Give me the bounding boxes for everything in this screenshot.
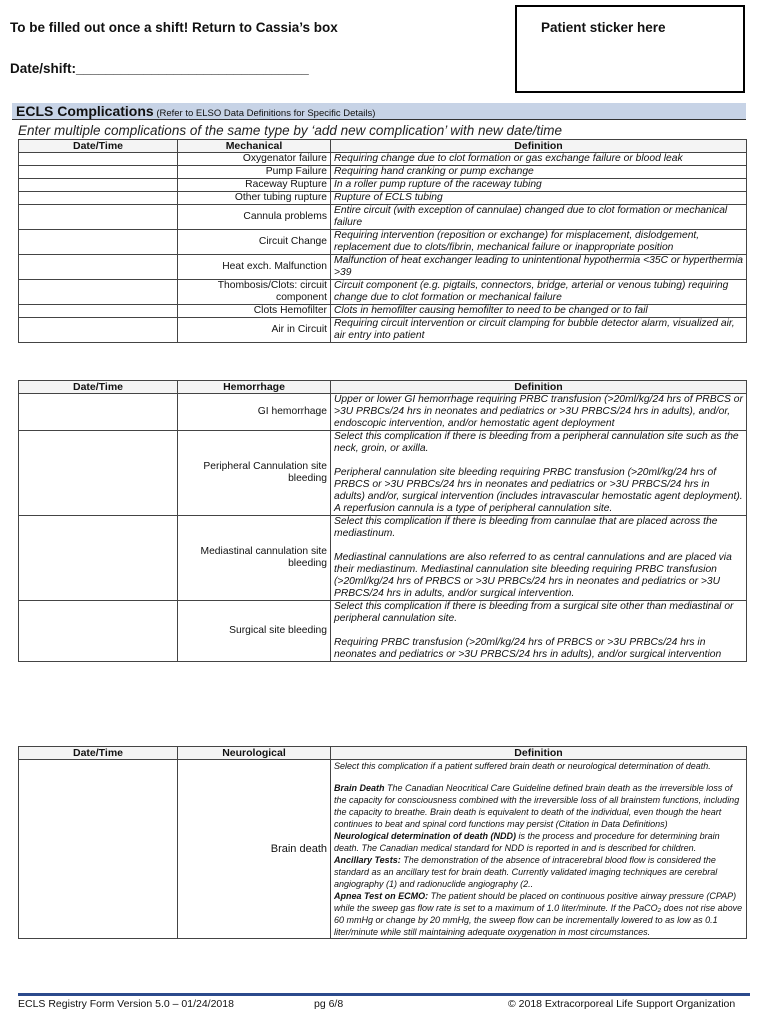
definition-paragraph (334, 854, 743, 890)
table-row (19, 394, 747, 431)
definition-paragraph (334, 830, 743, 854)
complication-type-cell[interactable]: Peripheral Cannulation site bleeding (178, 431, 331, 516)
definition-text: The patient should be placed on continuous positive airway pressure (CPAP) while the sweep gas flow rate is set to a maximum of 1.0 liter/minute. If the PaCO₂ does not rise above 60 mmHg or change by 20 mmHg, the sweep flow can be incrementally lowered to as low as 0.1 liter/minute while still maintaining adequate oxygenation in most circumstances. (334, 891, 743, 937)
definition-paragraph: Select this complication if there is bleeding from cannulae that are placed across the mediastinum. (334, 516, 718, 539)
table-row (19, 192, 747, 205)
datetime-cell[interactable] (19, 166, 178, 179)
definition-paragraph: Select this complication if there is bleeding from a surgical site other than mediastinal or peripheral cannulation site. (334, 601, 734, 624)
definition-cell (331, 516, 747, 601)
section-title: ECLS Complications (16, 103, 154, 119)
datetime-cell[interactable] (19, 192, 178, 205)
definition-paragraph: Peripheral cannulation site bleeding requiring PRBC transfusion (>20ml/kg/24 hrs of PRBCS or >3U PRBCs/24 hrs in neonates and pediatrics or >3U PRBCS/24 hrs in adults) and/or, surgical intervention (includes intravascular hemostatic agent deployment). (334, 467, 743, 502)
complication-type-cell[interactable]: Other tubing rupture (178, 192, 331, 205)
definition-paragraph: Mediastinal cannulations are also referred to as central cannulations and are placed via their mediastinum. Mediastinal cannulation site bleeding requiring PRBC transfusion (>20ml/kg/24 hrs of PRBCS or >3U PRBCs/24 hrs in neonates and pediatrics or >3U PRBCS/24 hrs in adults, and/or surgical intervention. (334, 552, 732, 599)
definition-paragraph: A reperfusion cannula is a type of peripheral cannulation site. (334, 503, 613, 514)
definition-cell: Entire circuit (with exception of cannulae) changed due to clot formation or mechanical failure (331, 205, 747, 230)
patient-sticker-label: Patient sticker here (541, 20, 666, 35)
complication-type-cell[interactable]: Surgical site bleeding (178, 601, 331, 662)
complication-type-cell[interactable]: Circuit Change (178, 230, 331, 255)
neurological-table (18, 746, 747, 939)
table-row (19, 179, 747, 192)
table-row (19, 230, 747, 255)
definition-paragraph (334, 782, 743, 830)
section-banner (12, 103, 746, 120)
definition-paragraph (334, 625, 743, 637)
datetime-cell[interactable] (19, 230, 178, 255)
col-header-hemorrhage: Hemorrhage (178, 381, 331, 394)
mechanical-table (18, 139, 747, 343)
complication-type-cell[interactable]: Raceway Rupture (178, 179, 331, 192)
definition-cell: Circuit component (e.g. pigtails, connectors, bridge, arterial or venous tubing) requiring change due to clot formation or mechanical failure (331, 280, 747, 305)
definition-cell: Malfunction of heat exchanger leading to unintentional hypothermia <35C or hyperthermia >39 (331, 255, 747, 280)
table-row (19, 601, 747, 662)
definition-cell (331, 431, 747, 516)
table-header-row (19, 381, 747, 394)
definition-paragraph: Requiring PRBC transfusion (>20ml/kg/24 hrs of PRBCS or >3U PRBCs/24 hrs in neonates and pediatrics or >3U PRBCS/24 hrs in adults), and/or surgical intervention (334, 637, 722, 660)
complication-type-cell[interactable]: Mediastinal cannulation site bleeding (178, 516, 331, 601)
definition-paragraph: Select this complication if there is bleeding from a peripheral cannulation site such as the neck, groin, or axilla. (334, 431, 739, 454)
col-header-datetime: Date/Time (19, 381, 178, 394)
table-row (19, 255, 747, 280)
definition-term: Ancillary Tests: (334, 855, 401, 865)
table-row (19, 153, 747, 166)
datetime-cell[interactable] (19, 305, 178, 318)
definition-term: Brain Death (334, 783, 385, 793)
datetime-cell[interactable] (19, 179, 178, 192)
definition-cell: Requiring change due to clot formation or gas exchange failure or blood leak (331, 153, 747, 166)
complication-type-cell[interactable]: Clots Hemofilter (178, 305, 331, 318)
complication-type-cell[interactable]: Pump Failure (178, 166, 331, 179)
table-row (19, 318, 747, 343)
definition-paragraph (334, 890, 743, 938)
datetime-cell[interactable] (19, 318, 178, 343)
hemorrhage-table (18, 380, 747, 662)
definition-cell: Requiring intervention (reposition or exchange) for misplacement, dislodgement, replacement due to clots/fibrin, mechanical failure or inappropriate position (331, 230, 747, 255)
table-row (19, 166, 747, 179)
datetime-cell[interactable] (19, 431, 178, 516)
footer-page-number: pg 6/8 (314, 998, 344, 1010)
table-header-row (19, 140, 747, 153)
definition-text: The demonstration of the absence of intracerebral blood flow is considered the standard as an ancillary test for brain death. Currently validated imaging techniques are cerebral angiography (1) and radionuclide angiography (2.. (334, 855, 718, 889)
instruction-line: Enter multiple complications of the same type by ‘add new complication’ with new date/time (18, 123, 563, 138)
footer-copyright: © 2018 Extracorporeal Life Support Organization (508, 998, 736, 1010)
table-row (19, 280, 747, 305)
table-header-row (19, 747, 747, 760)
complication-type-cell[interactable]: Cannula problems (178, 205, 331, 230)
complication-type-cell[interactable]: GI hemorrhage (178, 394, 331, 431)
definition-paragraph: endoscopic intervention, and/or hemostatic agent deployment (334, 418, 615, 429)
col-header-definition: Definition (331, 381, 747, 394)
footer-rule (18, 993, 750, 996)
table-row (19, 305, 747, 318)
table-row (19, 205, 747, 230)
table-row (19, 431, 747, 516)
definition-intro: Select this complication if a patient suffered brain death or neurological determination of death. (334, 761, 711, 771)
footer-version: ECLS Registry Form Version 5.0 – 01/24/2018 (18, 998, 234, 1010)
definition-paragraph (334, 455, 743, 467)
definition-cell (331, 394, 747, 431)
definition-cell: Requiring circuit intervention or circuit clamping for bubble detector alarm, visualized air, air entry into patient (331, 318, 747, 343)
section-note: (Refer to ELSO Data Definitions for Specific Details) (156, 108, 376, 119)
form-instruction: To be filled out once a shift! Return to Cassia’s box (10, 20, 338, 35)
definition-text: The Canadian Neocritical Care Guideline defined brain death as the irreversible loss of the capacity for consciousness combined with the irreversible loss of all brainstem functions, including the capacity to breathe. Brain death is equivalent to death of the individual, even though the heart continues to beat and spinal cord functions may persist (Citation in Data Definitions) (334, 783, 740, 829)
col-header-mechanical: Mechanical (178, 140, 331, 153)
table-row (19, 760, 747, 939)
datetime-cell[interactable] (19, 516, 178, 601)
complication-type-cell[interactable]: Oxygenator failure (178, 153, 331, 166)
datetime-cell[interactable] (19, 280, 178, 305)
definition-text: is the process and procedure for determining brain death. The Canadian medical standard for NDD is reported in and is described for children. (334, 831, 720, 853)
definition-paragraph (334, 540, 743, 552)
col-header-neurological: Neurological (178, 747, 331, 760)
date-shift-field[interactable]: Date/shift:_______________________________ (10, 61, 309, 76)
definition-cell: Rupture of ECLS tubing (331, 192, 747, 205)
datetime-cell[interactable] (19, 255, 178, 280)
col-header-definition: Definition (331, 140, 747, 153)
datetime-cell[interactable] (19, 153, 178, 166)
datetime-cell[interactable] (19, 760, 178, 939)
definition-cell: In a roller pump rupture of the raceway tubing (331, 179, 747, 192)
complication-type-cell[interactable]: Air in Circuit (178, 318, 331, 343)
definition-cell: Clots in hemofilter causing hemofilter to need to be changed or to fail (331, 305, 747, 318)
col-header-datetime: Date/Time (19, 747, 178, 760)
definition-paragraph: Upper or lower GI hemorrhage requiring PRBC transfusion (>20ml/kg/24 hrs of PRBCS or >3U PRBCs/24 hrs in neonates and pediatrics or >3U PRBCS/24 hrs in adults), and/or, (334, 394, 743, 417)
definition-cell (331, 760, 747, 939)
definition-cell (331, 601, 747, 662)
patient-sticker-box (515, 5, 745, 93)
col-header-datetime: Date/Time (19, 140, 178, 153)
complication-type-cell[interactable]: Thombosis/Clots: circuit component (178, 280, 331, 305)
definition-cell: Requiring hand cranking or pump exchange (331, 166, 747, 179)
complication-type-cell[interactable]: Heat exch. Malfunction (178, 255, 331, 280)
datetime-cell[interactable] (19, 601, 178, 662)
complication-type-cell[interactable]: Brain death (178, 760, 331, 939)
col-header-definition: Definition (331, 747, 747, 760)
table-row (19, 516, 747, 601)
datetime-cell[interactable] (19, 205, 178, 230)
definition-term: Apnea Test on ECMO: (334, 891, 429, 901)
definition-term: Neurological determination of death (NDD) (334, 831, 517, 841)
datetime-cell[interactable] (19, 394, 178, 431)
